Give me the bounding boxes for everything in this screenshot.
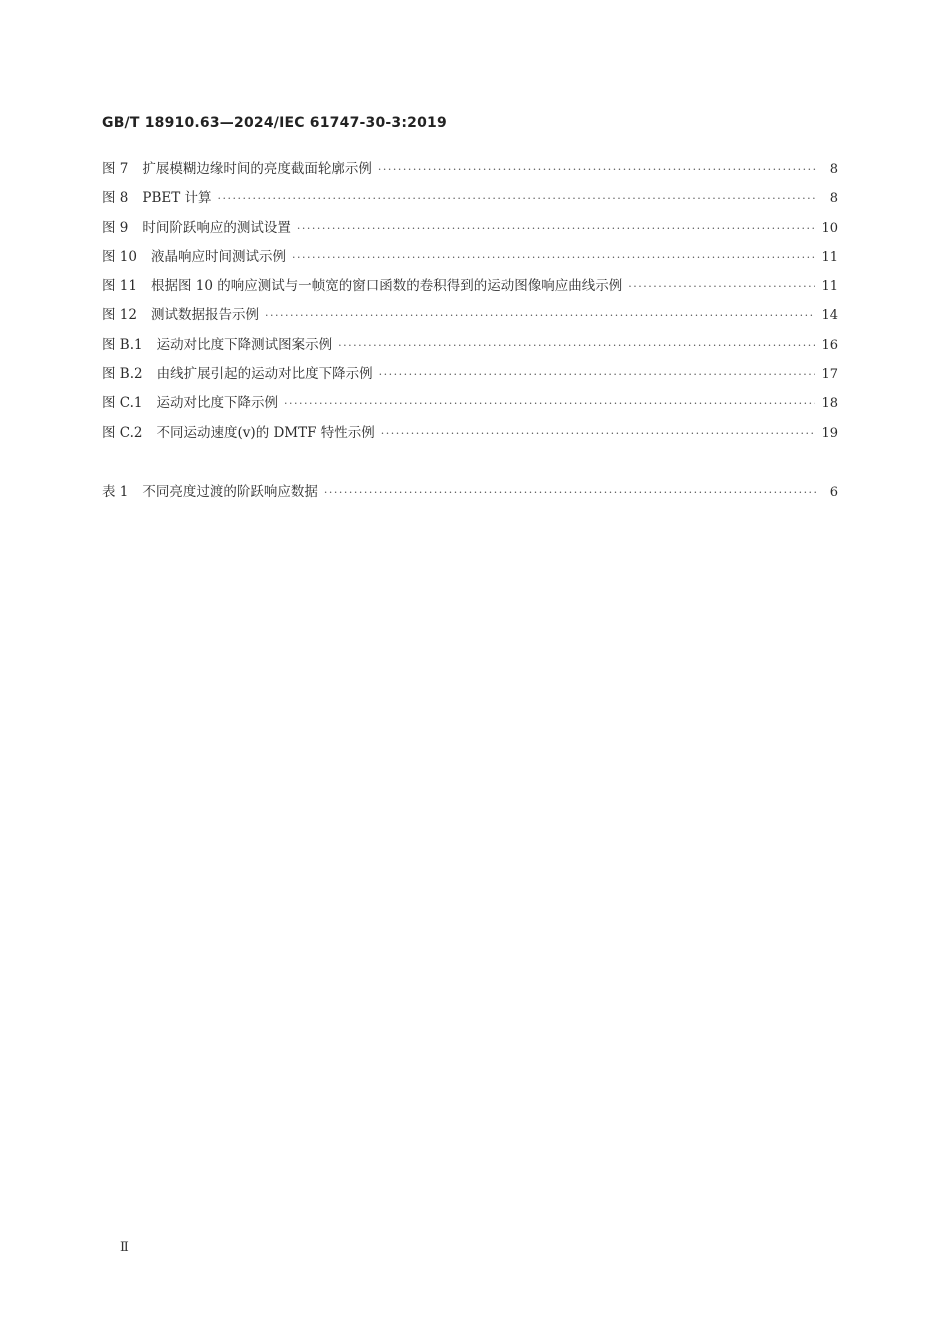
entry-label: 图 7 xyxy=(102,161,129,177)
entry-label: 图 C.1 xyxy=(102,395,143,412)
standard-number-header xyxy=(102,115,447,131)
toc-entry-figure-b1[interactable] xyxy=(102,333,838,362)
toc-entry-figure-12[interactable] xyxy=(102,303,838,332)
entry-label: 图 C.2 xyxy=(102,424,143,441)
toc-entry-figure-8[interactable] xyxy=(102,186,838,215)
toc-entry-figure-c2[interactable] xyxy=(102,421,838,450)
entry-title: 由线扩展引起的运动对比度下降示例 xyxy=(156,366,373,383)
entry-title: 液晶响应时间测试示例 xyxy=(150,248,286,265)
entry-page-number: 10 xyxy=(821,220,838,236)
entry-title: PBET 计算 xyxy=(142,190,212,207)
entry-label: 图 11 xyxy=(102,278,137,295)
entry-page-number: 11 xyxy=(821,249,838,265)
page-number-footer: Ⅱ xyxy=(120,1240,129,1255)
entry-label: 图 9 xyxy=(102,219,129,236)
dot-leader xyxy=(297,222,816,235)
entry-page-number: 17 xyxy=(821,367,838,383)
entry-label: 图 10 xyxy=(102,248,137,265)
toc-entry-figure-9[interactable] xyxy=(102,216,838,245)
entry-title: 运动对比度下降测试图案示例 xyxy=(156,336,333,353)
toc-entry-figure-b2[interactable] xyxy=(102,362,838,391)
entry-title: 运动对比度下降示例 xyxy=(156,395,279,412)
entry-title: 扩展模糊边缘时间的亮度截面轮廓示例 xyxy=(142,161,372,177)
dot-leader xyxy=(265,309,815,322)
dot-leader xyxy=(324,486,816,499)
entry-page-number: 19 xyxy=(821,425,838,441)
dot-leader xyxy=(338,339,815,352)
entry-label: 图 8 xyxy=(102,190,129,207)
table-list xyxy=(102,480,838,509)
entry-label: 图 B.2 xyxy=(102,366,143,383)
entry-title: 不同亮度过渡的阶跃响应数据 xyxy=(142,484,318,500)
toc-entry-figure-11[interactable] xyxy=(102,274,838,303)
dot-leader xyxy=(381,427,816,440)
dot-leader xyxy=(379,368,816,381)
entry-title: 不同运动速度(v)的 DMTF 特性示例 xyxy=(156,424,375,441)
entry-page-number: 8 xyxy=(829,191,838,207)
dot-leader xyxy=(218,192,816,205)
entry-page-number: 11 xyxy=(821,279,838,295)
entry-label: 图 B.1 xyxy=(102,336,143,353)
toc-entry-table-1[interactable] xyxy=(102,480,838,509)
dot-leader xyxy=(628,280,815,293)
entry-page-number: 14 xyxy=(821,308,838,324)
toc-entry-figure-7[interactable] xyxy=(102,157,838,186)
dot-leader xyxy=(292,251,815,264)
entry-page-number: 18 xyxy=(821,396,838,412)
entry-page-number: 16 xyxy=(821,337,838,353)
entry-title: 测试数据报告示例 xyxy=(150,307,259,324)
dot-leader xyxy=(378,163,816,176)
toc-entry-figure-10[interactable] xyxy=(102,245,838,274)
entry-page-number: 8 xyxy=(829,162,838,177)
entry-title: 时间阶跃响应的测试设置 xyxy=(142,219,291,236)
entry-label: 表 1 xyxy=(102,484,129,500)
dot-leader xyxy=(284,397,815,410)
entry-title: 根据图 10 的响应测试与一帧宽的窗口函数的卷积得到的运动图像响应曲线示例 xyxy=(150,278,623,295)
figure-list xyxy=(102,157,838,450)
toc-entry-figure-c1[interactable] xyxy=(102,391,838,420)
entry-label: 图 12 xyxy=(102,307,137,324)
standard-number: GB/T 18910.63—2024/IEC 61747-30-3:2019 xyxy=(102,115,447,131)
entry-page-number: 6 xyxy=(829,485,838,500)
